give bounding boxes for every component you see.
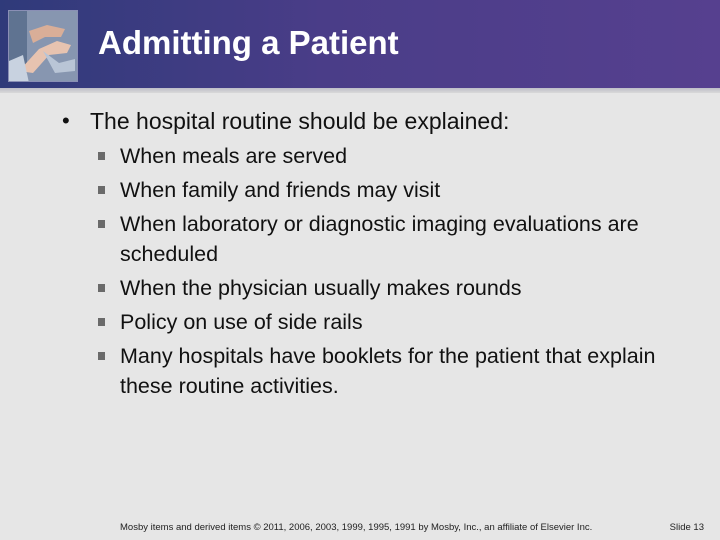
sub-bullet-text: When meals are served [120, 144, 348, 168]
slide-title: Admitting a Patient [98, 24, 399, 61]
sub-bullet-text: Many hospitals have booklets for the patient that explain these routine activities. [120, 344, 656, 398]
round-bullet-icon: • [62, 108, 70, 133]
medical-hands-photo [8, 10, 78, 82]
list-item [98, 175, 708, 205]
square-bullet-icon [98, 220, 105, 228]
header-divider [0, 88, 720, 93]
sub-bullet-text: When the physician usually makes rounds [120, 276, 522, 300]
main-bullet [62, 106, 702, 136]
list-item [98, 209, 708, 269]
list-item [98, 307, 708, 337]
copyright-footer: Mosby items and derived items © 2011, 2006, 2003, 1999, 1995, 1991 by Mosby, Inc., an affiliate of Elsevier Inc. [120, 522, 593, 533]
square-bullet-icon [98, 186, 105, 194]
sub-bullet-text: Policy on use of side rails [120, 310, 363, 334]
sub-bullet-list [98, 141, 708, 405]
sub-bullet-text: When family and friends may visit [120, 178, 441, 202]
slide-number: Slide 13 [669, 522, 704, 533]
list-item [98, 273, 708, 303]
main-bullet-text: The hospital routine should be explained: [90, 108, 510, 134]
list-item [98, 141, 708, 171]
square-bullet-icon [98, 152, 105, 160]
list-item [98, 341, 708, 401]
sub-bullet-text: When laboratory or diagnostic imaging evaluations are scheduled [120, 212, 639, 266]
square-bullet-icon [98, 318, 105, 326]
square-bullet-icon [98, 284, 105, 292]
square-bullet-icon [98, 352, 105, 360]
